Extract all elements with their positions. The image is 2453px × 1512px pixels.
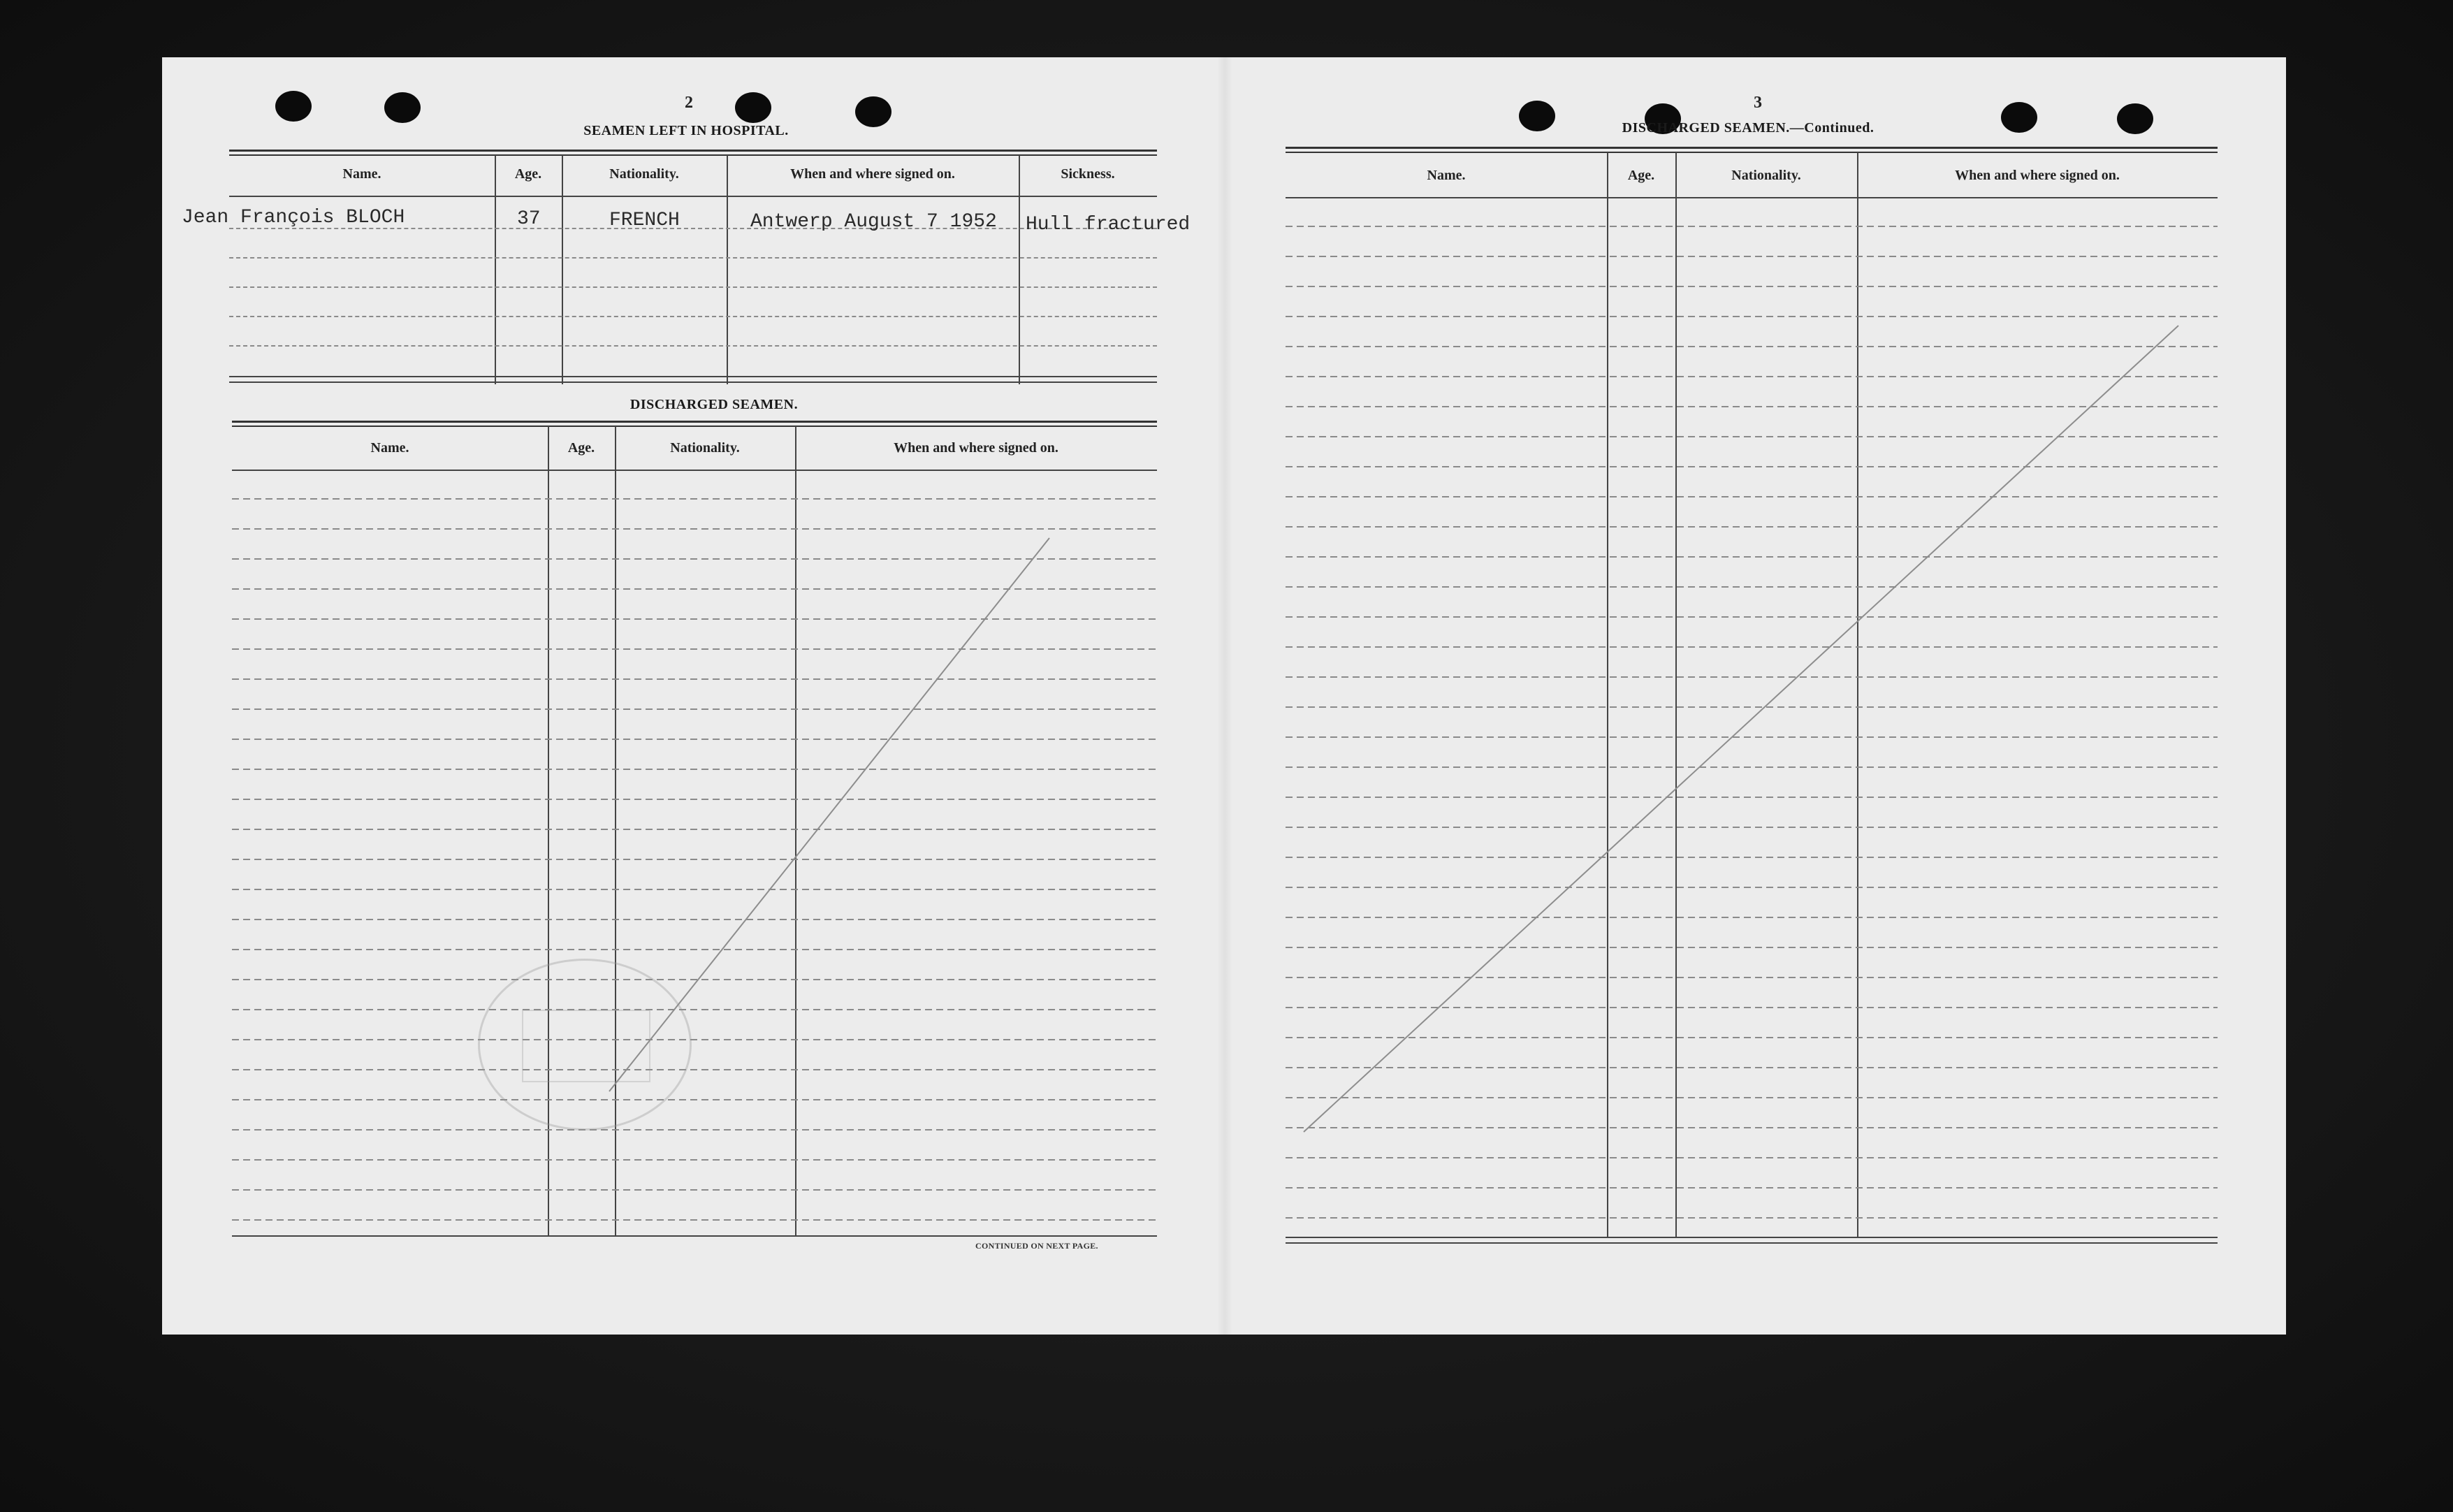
discharged-continued-title: DISCHARGED SEAMEN.—Continued.: [1622, 120, 1875, 136]
column-header-name: Name.: [1427, 168, 1466, 183]
column-header-signed-on: When and where signed on.: [894, 440, 1058, 456]
column-header-age: Age.: [567, 440, 595, 456]
column-header-age: Age.: [514, 166, 542, 182]
column-header-signed-on: When and where signed on.: [790, 166, 955, 182]
entry-nationality: FRENCH: [609, 210, 680, 231]
column-header-nationality: Nationality.: [670, 440, 740, 456]
entry-name: Jean François BLOCH: [182, 207, 405, 228]
entry-sickness: Hull fractured: [1026, 214, 1191, 235]
discharged-section-title: DISCHARGED SEAMEN.: [629, 397, 799, 412]
hospital-section-title: SEAMEN LEFT IN HOSPITAL.: [583, 123, 789, 138]
column-header-sickness: Sickness.: [1061, 166, 1115, 182]
entry-age: 37: [517, 208, 541, 230]
page-number: 3: [1754, 94, 1762, 112]
entry-signed-on: Antwerp August 7 1952: [750, 211, 997, 233]
cancellation-line: [162, 57, 1224, 1335]
column-header-nationality: Nationality.: [609, 166, 679, 182]
column-header-nationality: Nationality.: [1731, 168, 1801, 183]
column-header-name: Name.: [342, 166, 381, 182]
column-header-age: Age.: [1627, 168, 1655, 183]
continued-note: CONTINUED ON NEXT PAGE.: [975, 1241, 1098, 1251]
page-number: 2: [685, 94, 693, 112]
right-page: [1224, 57, 2286, 1335]
cancellation-line: [1224, 57, 2286, 1335]
column-header-signed-on: When and where signed on.: [1955, 168, 2120, 183]
column-header-name: Name.: [370, 440, 409, 456]
left-page: [162, 57, 1224, 1335]
document-paper: [162, 57, 2286, 1335]
